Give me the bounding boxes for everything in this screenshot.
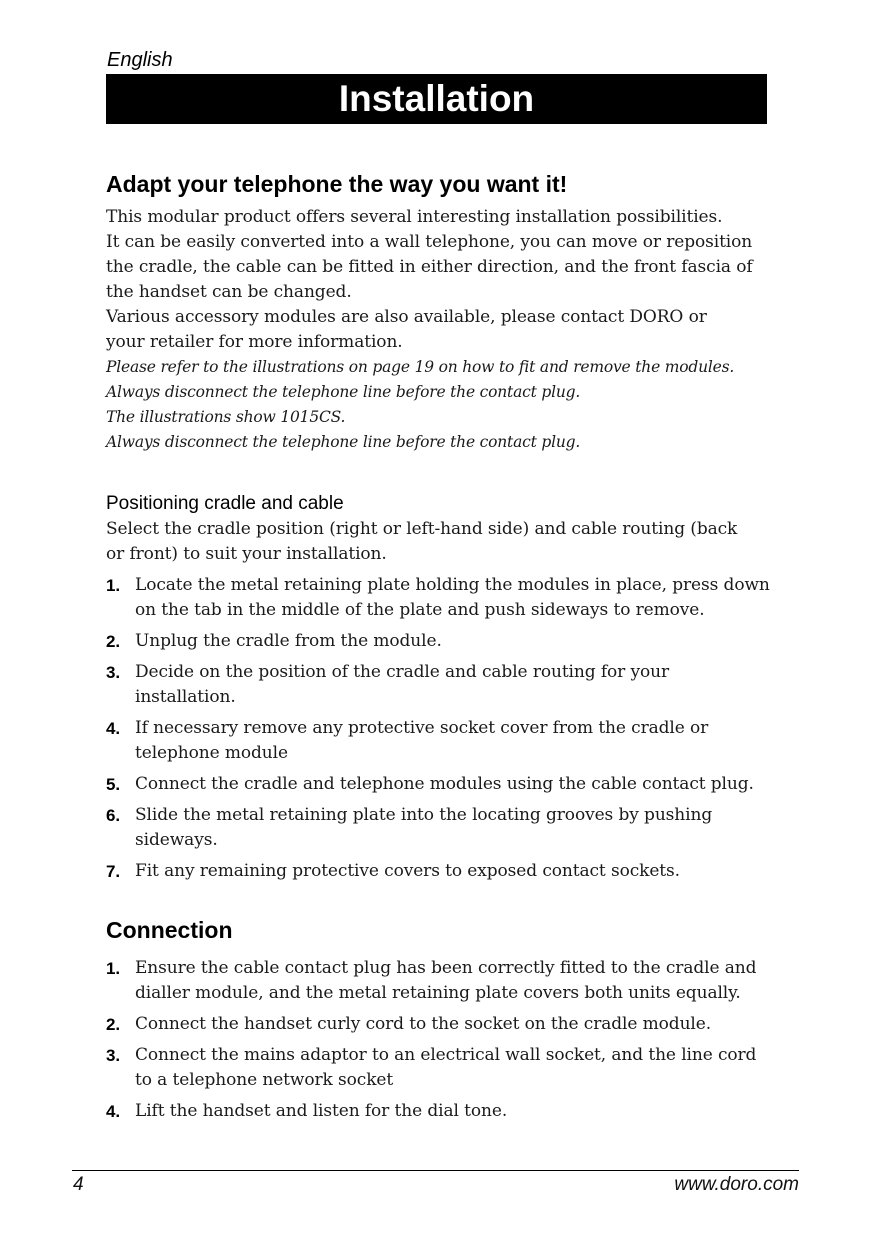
step-text: If necessary remove any protective socket cover from the cradle or telephone module (135, 718, 709, 763)
list-item (106, 803, 771, 853)
step-text: Slide the metal retaining plate into the locating grooves by pushing sideways. (135, 805, 713, 850)
adapt-paragraph-3: Various accessory modules are also available, please contact DORO or your retailer for more information. (106, 307, 707, 352)
list-item (106, 1043, 771, 1093)
list-item (106, 1012, 771, 1037)
language-label: English (107, 49, 173, 71)
page-title: Installation (106, 74, 767, 124)
adapt-paragraph-1: This modular product offers several interesting installation possibilities. (106, 207, 723, 227)
positioning-heading: Positioning cradle and cable (106, 493, 344, 514)
list-item (106, 716, 771, 766)
step-text: Connect the mains adaptor to an electrical wall socket, and the line cord to a telephone network socket (135, 1045, 757, 1090)
page-number: 4 (73, 1174, 84, 1195)
step-text: Connect the cradle and telephone modules using the cable contact plug. (135, 774, 754, 794)
step-text: Lift the handset and listen for the dial tone. (135, 1101, 508, 1121)
connection-steps (106, 956, 771, 1124)
step-number: 1. (106, 576, 120, 595)
connection-heading: Connection (106, 917, 233, 943)
step-text: Locate the metal retaining plate holding the modules in place, press down on the tab in the middle of the plate and push sideways to remove. (135, 575, 770, 620)
page-content (106, 168, 771, 1124)
list-item (106, 573, 771, 623)
list-item (106, 956, 771, 1006)
list-item (106, 859, 771, 884)
step-number: 6. (106, 806, 120, 825)
step-text: Decide on the position of the cradle and cable routing for your installation. (135, 662, 669, 707)
list-item (106, 629, 771, 654)
adapt-heading: Adapt your telephone the way you want it! (106, 171, 568, 197)
step-number: 3. (106, 1046, 120, 1065)
footer-divider (72, 1170, 799, 1171)
step-text: Unplug the cradle from the module. (135, 631, 442, 651)
step-number: 4. (106, 1102, 120, 1121)
step-number: 4. (106, 719, 120, 738)
step-number: 5. (106, 775, 120, 794)
step-text: Ensure the cable contact plug has been correctly fitted to the cradle and dialler module, and the metal retaining plate covers both units equally. (135, 958, 757, 1003)
positioning-steps (106, 573, 771, 884)
step-number: 3. (106, 663, 120, 682)
step-number: 7. (106, 862, 120, 881)
list-item (106, 772, 771, 797)
adapt-note-2: Always disconnect the telephone line before the contact plug. (106, 383, 581, 401)
adapt-paragraph-2: It can be easily converted into a wall telephone, you can move or reposition the cradle, the cable can be fitted in either direction, and the front fascia of the handset can be changed. (106, 232, 753, 302)
step-number: 1. (106, 959, 120, 978)
step-number: 2. (106, 1015, 120, 1034)
adapt-note-4: Always disconnect the telephone line before the contact plug. (106, 433, 581, 451)
positioning-intro: Select the cradle position (right or left-hand side) and cable routing (back or front) to suit your installation. (106, 519, 738, 564)
list-item (106, 1099, 771, 1124)
adapt-note-1: Please refer to the illustrations on page 19 on how to fit and remove the modules. (106, 358, 735, 376)
website-url: www.doro.com (674, 1174, 799, 1195)
step-text: Connect the handset curly cord to the socket on the cradle module. (135, 1014, 712, 1034)
adapt-note-3: The illustrations show 1015CS. (106, 408, 346, 426)
list-item (106, 660, 771, 710)
step-number: 2. (106, 632, 120, 651)
step-text: Fit any remaining protective covers to exposed contact sockets. (135, 861, 680, 881)
